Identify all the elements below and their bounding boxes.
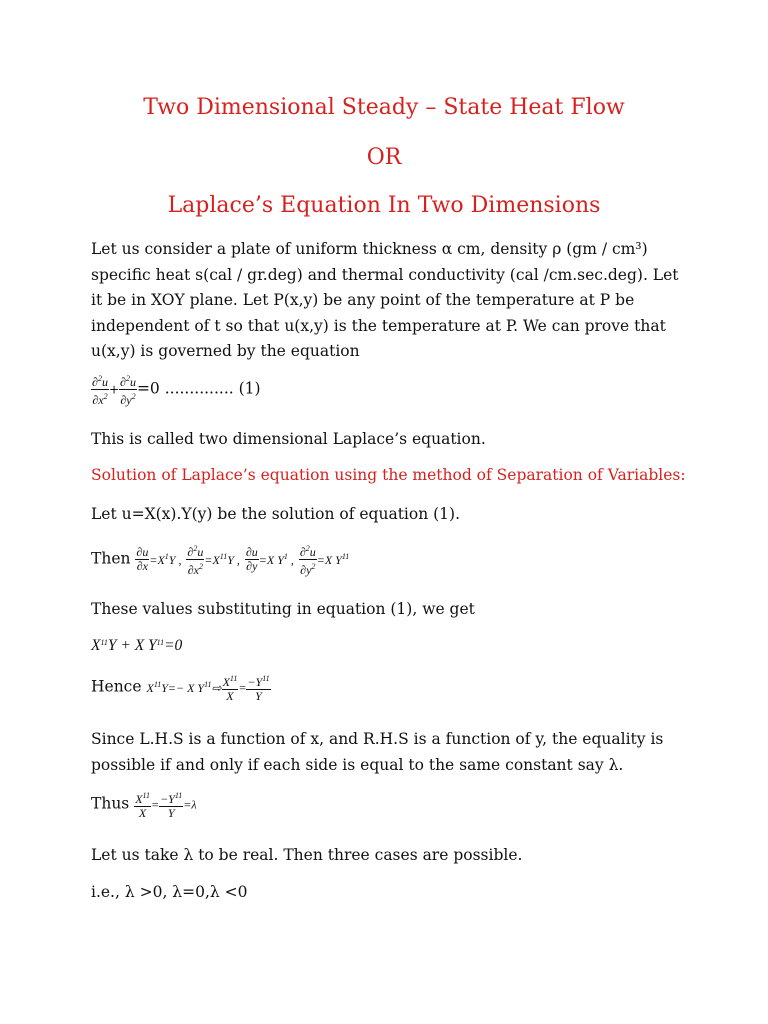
- intro-paragraph: Let us consider a plate of uniform thickness α cm, density ρ (gm / cm³) specific heat s(cal / gr.deg) and thermal conductivity (cal /cm.sec.deg). Let it be in XOY plane. Let P(x,y) be any point of the temperature at P be independent of t so that u(x,y) is the temperature at P. We can prove that u(x,y) is governed by the equation: [91, 240, 679, 360]
- document-title: Two Dimensional Steady – State Heat Flow: [143, 95, 625, 120]
- hence-equation: Hence $X^{11}Y=- X$ $Y^{11}⇨$ $\frac{X^{11}}{X}$ = $\frac{-Y^{11}}{Y}$: [91, 674, 270, 703]
- substituted-equation: $X^{11}Y + X$ $Y^{11}=0$: [91, 637, 183, 654]
- section-heading: Solution of Laplace’s equation using the method of Separation of Variables:: [91, 466, 686, 484]
- laplace-called-text: This is called two dimensional Laplace’s equation.: [91, 430, 486, 448]
- equation-label-1: =0 .............. (1): [136, 379, 261, 398]
- partial-derivatives-equation: Then $\frac{\partial u}{\partial x}$ $=X^1Y$ , $\frac{\partial^2u}{\partial x^2}$ $=X^{11}Y$ , $\frac{\partial u}{\partial y}$ =X $Y^1$ , $\frac{\partial^2u}{\partial y^2}$ =X $Y^{11}$: [91, 544, 350, 577]
- hence-label: Hence: [91, 677, 142, 696]
- since-paragraph: Since L.H.S is a function of x, and R.H.S is a function of y, the equality is possible if and only if each side is equal to the same constant say λ.: [91, 730, 664, 774]
- thus-label: Thus: [91, 794, 130, 813]
- laplace-equation-1: $\frac{\partial^2u}{\partial x^2}$ + $\frac{\partial^2u}{\partial y^2}$ =0 .............. (1): [92, 374, 261, 407]
- let-u-text: Let u=X(x).Y(y) be the solution of equation (1).: [91, 505, 461, 523]
- thus-equation: Thus $\frac{X^{11}}{X}$ = $\frac{-Y^{11}}{Y}$ =λ: [91, 791, 197, 820]
- substituting-text: These values substituting in equation (1), we get: [91, 600, 475, 618]
- lambda-cases-text: i.e., λ >0, λ=0,λ <0: [91, 883, 248, 901]
- lambda-real-text: Let us take λ to be real. Then three cases are possible.: [91, 846, 523, 864]
- document-subtitle: Laplace’s Equation In Two Dimensions: [167, 193, 601, 218]
- title-or: OR: [366, 145, 402, 170]
- then-label: Then: [91, 549, 131, 568]
